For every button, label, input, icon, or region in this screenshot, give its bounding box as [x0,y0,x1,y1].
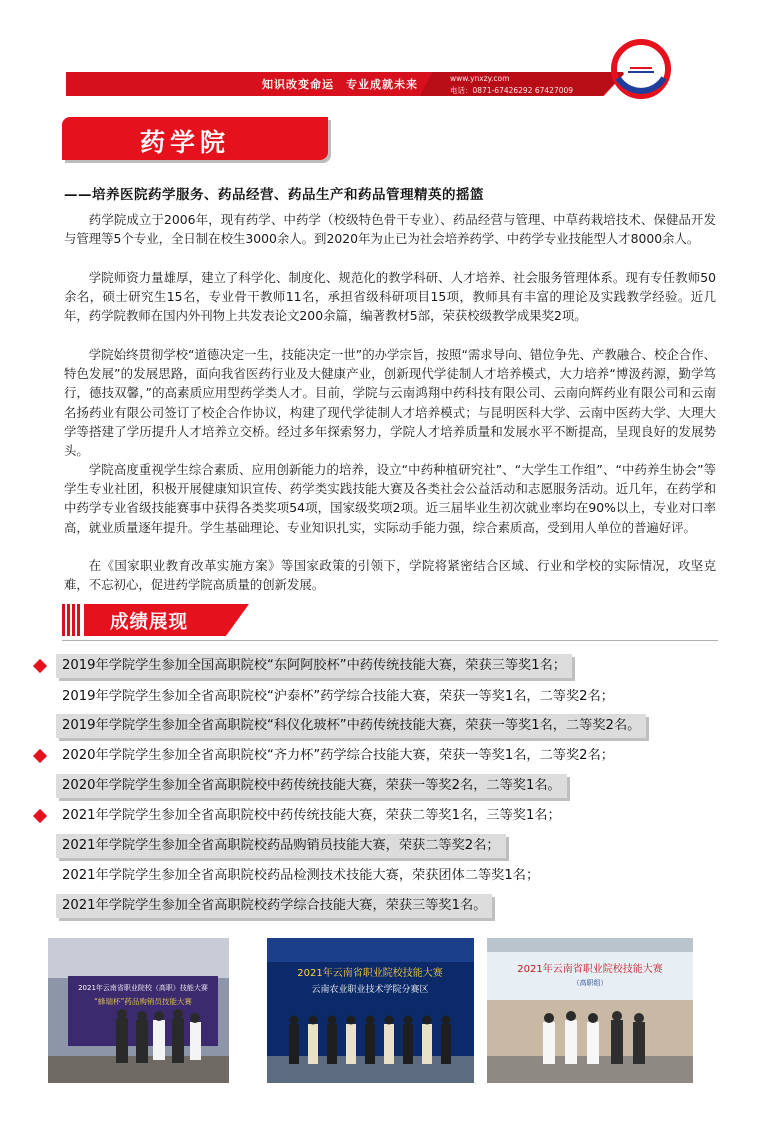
award-item: 2021年学院学生参加全省高职院校药品购销员技能大赛，荣获二等奖2名； [56,834,506,858]
header-website[interactable]: www.ynxzy.com [450,74,510,83]
bullet-diamond-icon [33,659,47,673]
photo-3-banner-line1: 2021年云南省职业院校技能大赛 [517,964,663,975]
faculty-paragraph: 学院师资力量雄厚，建立了科学化、制度化、规范化的教学科研、人才培养、社会服务管理体系。现有专任教师50余名，硕士研究生15名，专业骨干教师11名，承担省级科研项目15项，教师具有丰富的理论及实践教学经验。近几年，药学院教师在国内外刊物上共发表论文200余篇，编著教材5部，荣获校级教学成果奖2项。 [64,270,716,324]
section-divider [62,640,718,641]
header-slogan: 知识改变命运 专业成就未来 [262,78,418,91]
bullet-diamond-icon [33,809,47,823]
page-title: 药学院 [140,128,231,157]
award-item: 2019年学院学生参加全省高职院校“科仪化玻杯”中药传统技能大赛，荣获一等奖1名，二等奖2名。 [56,714,646,738]
competition-photo-3 [487,938,693,1083]
bullet-diamond-icon [33,749,47,763]
page-subtitle: ——培养医院药学服务、药品经营、药品生产和药品管理精英的摇篮 [64,187,484,203]
competition-photo-2 [267,938,474,1083]
award-item: 2021年学院学生参加全省高职院校药品检测技术技能大赛，荣获团体二等奖1名； [62,868,540,883]
future-paragraph: 在《国家职业教育改革实施方案》等国家政策的引领下，学院将紧密结合区域、行业和学校的实际情况，攻坚克难，不忘初心，促进药学院高质量的创新发展。 [64,558,716,593]
photo-3-banner-line2: （高职组） [572,979,608,987]
photo-2-banner-line2: 云南农业职业技术学院分赛区 [311,985,429,995]
award-item: 2021年学院学生参加全省高职院校中药传统技能大赛，荣获二等奖1名，三等奖1名； [62,808,561,823]
school-logo-icon [610,38,672,100]
header-phone: 电话：0871-67426292 67427009 [450,86,574,95]
award-item: 2020年学院学生参加全省高职院校中药传统技能大赛，荣获一等奖2名，二等奖1名。 [56,774,567,798]
award-item: 2019年学院学生参加全国高职院校“东阿阿胶杯”中药传统技能大赛，荣获三等奖1名； [56,654,572,678]
photo-1-banner-line2: “蜂瑞杯”药品购销员技能大赛 [94,997,192,1006]
competition-photo-1 [48,938,229,1083]
intro-paragraph: 药学院成立于2006年，现有药学、中药学（校级特色骨干专业）、药品经营与管理、中草药栽培技术、保健品开发与管理等5个专业，全日制在校生3000余人。到2020年为止已为社会培养药学、中药学专业技能型人才8000余人。 [64,212,716,247]
award-item: 2021年学院学生参加全省高职院校药学综合技能大赛，荣获三等奖1名。 [56,894,492,918]
students-paragraph: 学院高度重视学生综合素质、应用创新能力的培养，设立“中药种植研究社”、“大学生工作组”、“中药养生协会”等学生专业社团，积极开展健康知识宣传、药学类实践技能大赛及各类社会公益活动和志愿服务活动。近几年，在药学和中药学专业省级技能赛事中获得各类奖项54项，国家级奖项2项。近三届毕业生初次就业率均在90%以上，专业对口率高，就业质量逐年提升。学生基础理论、专业知识扎实，实际动手能力强，综合素质高，受到用人单位的普遍好评。 [64,462,716,535]
photo-2-banner-line1: 2021年云南省职业院校技能大赛 [297,968,443,979]
award-item: 2019年学院学生参加全省高职院校“沪泰杯”药学综合技能大赛，荣获一等奖1名，二等奖2名； [62,689,614,704]
award-item: 2020年学院学生参加全省高职院校“齐力杯”药学综合技能大赛，荣获一等奖1名，二等奖2名； [62,748,614,763]
section-title: 成绩展现 [110,612,189,633]
photo-1-banner-line1: 2021年云南省职业院校（高职）技能大赛 [78,984,208,992]
philosophy-paragraph: 学院始终贯彻学校“道德决定一生，技能决定一世”的办学宗旨，按照“需求导向、错位争先、产教融合、校企合作、特色发展”的发展思路，面向我省医药行业及大健康产业，创新现代学徒制人才培养模式，大力培养“博汲药源，勤学笃行，德技双馨，”的高素质应用型药学类人才。目前，学院与云南鸿翔中药科技有限公司、云南向辉药业有限公司和云南名扬药业有限公司签订了校企合作协议，构建了现代学徒制人才培养模式；与昆明医科大学、云南中医药大学、大理大学等搭建了学历提升人才培养立交桥。经过多年探索努力，学院人才培养质量和发展水平不断提高，呈现良好的发展势头。 [64,347,716,459]
